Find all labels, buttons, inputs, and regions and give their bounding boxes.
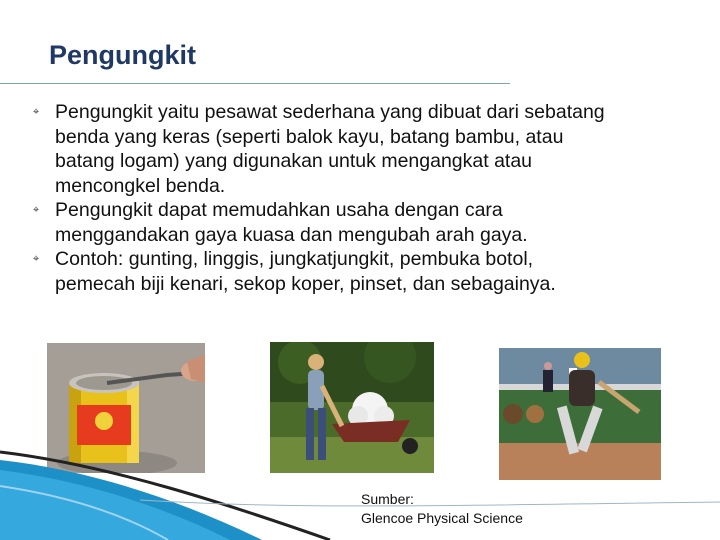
image-source <box>361 490 523 528</box>
source-name: Glencoe Physical Science <box>361 510 523 526</box>
bullet-marker-icon: ⌖ <box>33 203 40 216</box>
bullet-marker-icon: ⌖ <box>33 252 40 265</box>
bullet-line: batang logam) yang digunakan untuk mengangkat atau <box>55 150 533 172</box>
slide-title: Pengungkit <box>49 40 196 70</box>
bullet-line: benda yang keras (seperti balok kayu, batang bambu, atau <box>55 125 564 148</box>
bullet-line: Contoh: gunting, linggis, jungkatjungkit, pembuka botol, <box>55 248 534 270</box>
source-label: Sumber: <box>361 491 414 507</box>
bullet-line: Pengungkit yaitu pesawat sederhana yang dibuat dari sebatang <box>55 101 605 123</box>
bullet-line: menggandakan gaya kuasa dan mengubah arah gaya. <box>55 223 528 246</box>
bullet-marker-icon: ⌖ <box>33 105 40 118</box>
bullet-line: Pengungkit dapat memudahkan usaha dengan cara <box>55 199 503 221</box>
bullet-line: pemecah biji kenari, sekop koper, pinset, dan sebagainya. <box>55 272 556 295</box>
bullet-line: mencongkel benda. <box>55 174 226 197</box>
